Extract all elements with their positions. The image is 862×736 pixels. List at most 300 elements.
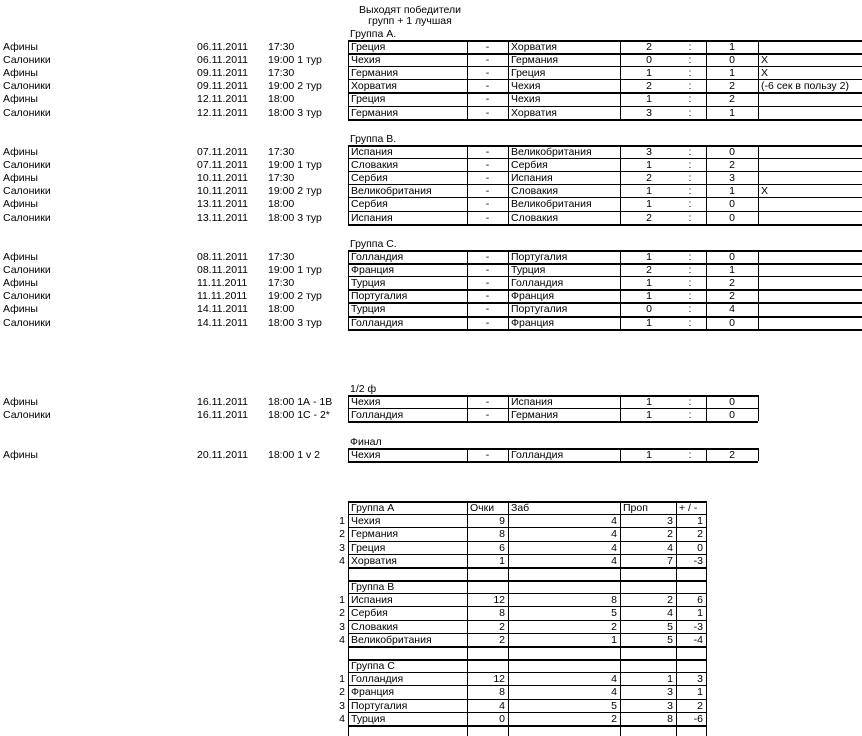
match-city: Афины (3, 449, 38, 461)
match-dash: - (485, 303, 490, 315)
standings-col-points: Очки (470, 502, 495, 514)
match-colon: : (688, 303, 692, 315)
schedule-col-line (348, 145, 349, 224)
standings-conceded: 8 (667, 713, 673, 725)
standings-points: 12 (493, 673, 505, 685)
schedule-row-line (348, 53, 862, 55)
standings-position: 2 (339, 686, 345, 698)
match-home-score: 2 (646, 212, 652, 224)
match-colon: : (688, 172, 692, 184)
match-away-score: 2 (729, 449, 735, 461)
match-home-score: 1 (646, 93, 652, 105)
standings-row-line (348, 659, 706, 661)
schedule-group-label: Группа С. (350, 238, 397, 250)
match-date: 13.11.2011 (197, 198, 248, 210)
match-city: Афины (3, 146, 38, 158)
schedule-row-line (348, 145, 862, 147)
match-note: Х (761, 67, 769, 79)
match-colon: : (688, 449, 692, 461)
standings-col-conceded: Проп (623, 502, 648, 514)
standings-col-line (706, 501, 707, 736)
match-date: 10.11.2011 (197, 172, 248, 184)
standings-row-line (348, 699, 706, 700)
match-colon: : (688, 159, 692, 171)
standings-row-line (348, 620, 706, 621)
match-away-team: Словакия (511, 212, 559, 224)
match-away-score: 2 (729, 277, 735, 289)
match-home-team: Греция (351, 93, 386, 105)
match-away-score: 1 (729, 41, 735, 53)
match-dash: - (485, 146, 490, 158)
standings-points: 8 (499, 607, 505, 619)
standings-scored: 4 (611, 528, 617, 540)
standings-conceded: 3 (667, 700, 673, 712)
standings-points: 0 (499, 713, 505, 725)
match-away-score: 2 (729, 93, 735, 105)
schedule-col-line (508, 448, 509, 461)
standings-position: 4 (339, 634, 345, 646)
standings-team: Словакия (351, 621, 399, 633)
standings-conceded: 4 (667, 542, 673, 554)
standings-scored: 4 (611, 686, 617, 698)
match-colon: : (688, 54, 692, 66)
match-away-team: Франция (511, 317, 555, 329)
match-away-team: Хорватия (511, 107, 557, 119)
header-line-2: групп + 1 лучшая (368, 15, 452, 27)
schedule-row-line (348, 106, 862, 107)
standings-points: 4 (499, 700, 505, 712)
standings-row-line (348, 633, 706, 634)
match-away-team: Португалия (511, 251, 568, 263)
match-city: Афины (3, 251, 38, 263)
match-colon: : (688, 317, 692, 329)
schedule-col-line (758, 145, 759, 224)
match-home-score: 0 (646, 303, 652, 315)
standings-row-line (348, 554, 706, 555)
standings-diff: -4 (693, 634, 703, 646)
match-home-team: Великобритания (351, 185, 432, 197)
match-city: Афины (3, 67, 38, 79)
match-date: 12.11.2011 (197, 107, 248, 119)
schedule-row-line (348, 302, 862, 304)
standings-row-line (348, 514, 706, 515)
match-home-score: 1 (646, 67, 652, 79)
match-city: Афины (3, 198, 38, 210)
match-colon: : (688, 146, 692, 158)
header-line-1: Выходят победители (358, 4, 462, 16)
standings-col-line (348, 501, 349, 736)
standings-points: 2 (499, 634, 505, 646)
match-dash: - (485, 185, 490, 197)
match-city: Афины (3, 93, 38, 105)
standings-row-line (348, 527, 706, 528)
match-home-team: Голландия (351, 409, 404, 421)
schedule-group-label: Группа А. (350, 28, 397, 40)
standings-conceded: 5 (667, 634, 673, 646)
match-dash: - (485, 172, 490, 184)
match-dash: - (485, 212, 490, 224)
match-city: Афины (3, 396, 38, 408)
match-away-score: 0 (729, 198, 735, 210)
match-time: 19:00 2 тур (268, 290, 322, 302)
match-home-team: Чехия (351, 449, 381, 461)
match-time: 19:00 2 тур (268, 80, 322, 92)
match-date: 07.11.2011 (197, 146, 248, 158)
match-date: 20.11.2011 (197, 449, 248, 461)
standings-position: 2 (339, 528, 345, 540)
schedule-row-line (348, 276, 862, 277)
match-away-team: Великобритания (511, 146, 592, 158)
match-away-team: Сербия (511, 159, 548, 171)
match-away-team: Испания (511, 172, 553, 184)
standings-diff: 2 (697, 528, 703, 540)
match-dash: - (485, 159, 490, 171)
standings-position: 1 (339, 515, 345, 527)
standings-position: 1 (339, 673, 345, 685)
match-home-team: Словакия (351, 159, 399, 171)
match-home-team: Турция (351, 277, 386, 289)
match-home-team: Чехия (351, 396, 381, 408)
standings-scored: 2 (611, 713, 617, 725)
standings-row-line (348, 672, 706, 673)
schedule-col-line (758, 40, 759, 119)
standings-diff: -3 (693, 621, 703, 633)
match-away-team: Чехия (511, 93, 541, 105)
match-home-score: 0 (646, 54, 652, 66)
standings-points: 8 (499, 686, 505, 698)
match-home-score: 3 (646, 146, 652, 158)
standings-scored: 4 (611, 673, 617, 685)
schedule-row-line (348, 224, 862, 226)
standings-position: 4 (339, 555, 345, 567)
match-home-score: 2 (646, 80, 652, 92)
standings-conceded: 5 (667, 621, 673, 633)
match-city: Салоники (3, 159, 51, 171)
standings-col-line (467, 501, 468, 736)
match-date: 07.11.2011 (197, 159, 248, 171)
match-city: Афины (3, 303, 38, 315)
match-home-team: Сербия (351, 198, 388, 210)
match-dash: - (485, 264, 490, 276)
match-dash: - (485, 54, 490, 66)
match-away-team: Португалия (511, 303, 568, 315)
standings-conceded: 3 (667, 686, 673, 698)
standings-scored: 8 (611, 594, 617, 606)
match-colon: : (688, 264, 692, 276)
match-time: 18:00 1С - 2* (268, 409, 330, 421)
standings-row-line (348, 593, 706, 594)
match-colon: : (688, 198, 692, 210)
standings-position: 3 (339, 621, 345, 633)
schedule-row-line (348, 289, 862, 291)
standings-col-line (508, 501, 509, 736)
standings-points: 8 (499, 528, 505, 540)
match-away-team: Испания (511, 396, 553, 408)
match-home-team: Испания (351, 146, 393, 158)
match-away-score: 1 (729, 264, 735, 276)
match-home-team: Чехия (351, 54, 381, 66)
match-away-score: 2 (729, 159, 735, 171)
match-dash: - (485, 317, 490, 329)
match-home-score: 1 (646, 159, 652, 171)
standings-scored: 4 (611, 555, 617, 567)
match-dash: - (485, 396, 490, 408)
standings-row-line (348, 606, 706, 607)
standings-position: 2 (339, 607, 345, 619)
standings-diff: 0 (697, 542, 703, 554)
match-home-team: Хорватия (351, 80, 397, 92)
standings-row-line (348, 567, 706, 569)
match-away-score: 0 (729, 396, 735, 408)
standings-conceded: 7 (667, 555, 673, 567)
standings-points: 1 (499, 555, 505, 567)
match-time: 19:00 1 тур (268, 264, 322, 276)
standings-team: Португалия (351, 700, 408, 712)
match-date: 14.11.2011 (197, 317, 248, 329)
match-home-team: Сербия (351, 172, 388, 184)
match-dash: - (485, 80, 490, 92)
standings-conceded: 3 (667, 515, 673, 527)
match-away-score: 2 (729, 80, 735, 92)
match-date: 08.11.2011 (197, 251, 248, 263)
match-colon: : (688, 185, 692, 197)
schedule-col-line (348, 250, 349, 329)
match-colon: : (688, 251, 692, 263)
schedule-col-line (348, 40, 349, 119)
match-home-score: 1 (646, 449, 652, 461)
match-home-score: 1 (646, 198, 652, 210)
schedule-row-line (348, 250, 862, 252)
match-home-score: 1 (646, 185, 652, 197)
schedule-row-line (348, 263, 862, 265)
match-dash: - (485, 67, 490, 79)
match-time: 17:30 (268, 146, 295, 158)
match-home-score: 3 (646, 107, 652, 119)
match-colon: : (688, 80, 692, 92)
match-home-score: 2 (646, 172, 652, 184)
match-time: 17:30 (268, 67, 295, 79)
schedule-col-line (348, 395, 349, 421)
standings-diff: 3 (697, 673, 703, 685)
match-away-score: 0 (729, 317, 735, 329)
match-home-score: 1 (646, 251, 652, 263)
match-date: 06.11.2011 (197, 54, 248, 66)
match-dash: - (485, 277, 490, 289)
schedule-group-label: 1/2 ф (350, 383, 377, 395)
match-dash: - (485, 107, 490, 119)
match-time: 18:00 3 тур (268, 212, 322, 224)
match-date: 11.11.2011 (197, 277, 248, 289)
schedule-col-line (758, 448, 759, 461)
match-city: Салоники (3, 409, 51, 421)
standings-row-line (348, 646, 706, 648)
match-dash: - (485, 198, 490, 210)
match-date: 06.11.2011 (197, 41, 248, 53)
match-home-score: 1 (646, 317, 652, 329)
match-city: Афины (3, 277, 38, 289)
match-note: Х (761, 54, 769, 66)
schedule-col-line (348, 448, 349, 461)
match-away-team: Франция (511, 290, 555, 302)
standings-group-label: Группа А (351, 502, 395, 514)
match-city: Салоники (3, 290, 51, 302)
match-away-team: Германия (511, 54, 559, 66)
match-date: 12.11.2011 (197, 93, 248, 105)
standings-row-line (348, 685, 706, 686)
match-away-team: Хорватия (511, 41, 557, 53)
schedule-row-line (348, 119, 862, 121)
match-away-team: Германия (511, 409, 559, 421)
match-away-score: 0 (729, 146, 735, 158)
match-city: Афины (3, 172, 38, 184)
match-colon: : (688, 212, 692, 224)
match-note: (-6 сек в пользу 2) (761, 80, 849, 92)
match-colon: : (688, 93, 692, 105)
match-away-team: Чехия (511, 80, 541, 92)
standings-diff: -3 (693, 555, 703, 567)
standings-diff: 2 (697, 700, 703, 712)
standings-scored: 5 (611, 700, 617, 712)
match-home-team: Испания (351, 212, 393, 224)
match-date: 11.11.2011 (197, 290, 248, 302)
match-colon: : (688, 409, 692, 421)
match-date: 14.11.2011 (197, 303, 248, 315)
match-city: Афины (3, 41, 38, 53)
standings-col-scored: Заб (511, 502, 530, 514)
standings-scored: 5 (611, 607, 617, 619)
match-colon: : (688, 290, 692, 302)
standings-col-line (676, 501, 677, 736)
match-city: Салоники (3, 212, 51, 224)
match-away-team: Голландия (511, 449, 564, 461)
match-date: 10.11.2011 (197, 185, 248, 197)
standings-points: 6 (499, 542, 505, 554)
match-home-team: Германия (351, 67, 399, 79)
standings-diff: -6 (693, 713, 703, 725)
standings-position: 1 (339, 594, 345, 606)
match-away-score: 0 (729, 54, 735, 66)
schedule-group-label: Группа В. (350, 133, 397, 145)
match-note: Х (761, 185, 769, 197)
standings-team: Испания (351, 594, 393, 606)
standings-scored: 4 (611, 542, 617, 554)
match-dash: - (485, 41, 490, 53)
standings-diff: 6 (697, 594, 703, 606)
match-date: 09.11.2011 (197, 67, 248, 79)
match-time: 18:00 1А - 1В (268, 396, 333, 408)
match-dash: - (485, 251, 490, 263)
match-time: 17:30 (268, 277, 295, 289)
match-home-team: Голландия (351, 251, 404, 263)
standings-team: Великобритания (351, 634, 432, 646)
standings-conceded: 1 (667, 673, 673, 685)
match-colon: : (688, 277, 692, 289)
standings-row-line (348, 725, 706, 727)
schedule-row-line (348, 40, 862, 42)
match-home-score: 1 (646, 396, 652, 408)
match-city: Салоники (3, 185, 51, 197)
match-date: 16.11.2011 (197, 396, 248, 408)
standings-team: Франция (351, 686, 395, 698)
match-away-score: 2 (729, 290, 735, 302)
match-away-score: 0 (729, 212, 735, 224)
match-away-score: 4 (729, 303, 735, 315)
standings-scored: 2 (611, 621, 617, 633)
match-time: 18:00 3 тур (268, 317, 322, 329)
schedule-col-line (758, 250, 759, 329)
standings-col-line (620, 501, 621, 736)
schedule-col-line (508, 395, 509, 421)
match-away-score: 1 (729, 67, 735, 79)
standings-points: 12 (493, 594, 505, 606)
standings-team: Сербия (351, 607, 388, 619)
match-home-score: 1 (646, 409, 652, 421)
standings-team: Турция (351, 713, 386, 725)
match-away-team: Турция (511, 264, 546, 276)
standings-team: Греция (351, 542, 386, 554)
standings-position: 3 (339, 542, 345, 554)
standings-diff: 1 (697, 515, 703, 527)
match-colon: : (688, 67, 692, 79)
match-home-score: 2 (646, 264, 652, 276)
match-away-score: 3 (729, 172, 735, 184)
schedule-row-line (348, 211, 862, 212)
standings-group-label: Группа С (351, 660, 395, 672)
match-away-team: Греция (511, 67, 546, 79)
match-time: 18:00 3 тур (268, 107, 322, 119)
match-colon: : (688, 107, 692, 119)
match-home-team: Франция (351, 264, 395, 276)
match-away-team: Великобритания (511, 198, 592, 210)
standings-scored: 4 (611, 515, 617, 527)
match-home-team: Турция (351, 303, 386, 315)
match-time: 19:00 1 тур (268, 159, 322, 171)
match-away-team: Голландия (511, 277, 564, 289)
match-date: 08.11.2011 (197, 264, 248, 276)
match-dash: - (485, 409, 490, 421)
standings-row-line (348, 541, 706, 542)
standings-position: 4 (339, 713, 345, 725)
standings-team: Германия (351, 528, 399, 540)
match-dash: - (485, 290, 490, 302)
match-time: 18:00 (268, 198, 295, 210)
match-date: 09.11.2011 (197, 80, 248, 92)
standings-diff: 1 (697, 607, 703, 619)
standings-group-label: Группа В (351, 581, 395, 593)
standings-row-line (348, 501, 706, 503)
match-time: 19:00 1 тур (268, 54, 322, 66)
match-city: Салоники (3, 107, 51, 119)
match-home-score: 1 (646, 290, 652, 302)
standings-team: Голландия (351, 673, 404, 685)
standings-position: 3 (339, 700, 345, 712)
standings-conceded: 4 (667, 607, 673, 619)
standings-row-line (348, 580, 706, 582)
match-home-score: 2 (646, 41, 652, 53)
match-time: 18:00 1 v 2 (268, 449, 320, 461)
standings-scored: 1 (611, 634, 617, 646)
match-home-team: Греция (351, 41, 386, 53)
match-date: 16.11.2011 (197, 409, 248, 421)
match-colon: : (688, 41, 692, 53)
match-city: Салоники (3, 80, 51, 92)
standings-row-line (348, 712, 706, 713)
standings-points: 2 (499, 621, 505, 633)
standings-team: Чехия (351, 515, 381, 527)
match-home-team: Германия (351, 107, 399, 119)
schedule-col-line (508, 250, 509, 329)
schedule-row-line (348, 316, 862, 318)
